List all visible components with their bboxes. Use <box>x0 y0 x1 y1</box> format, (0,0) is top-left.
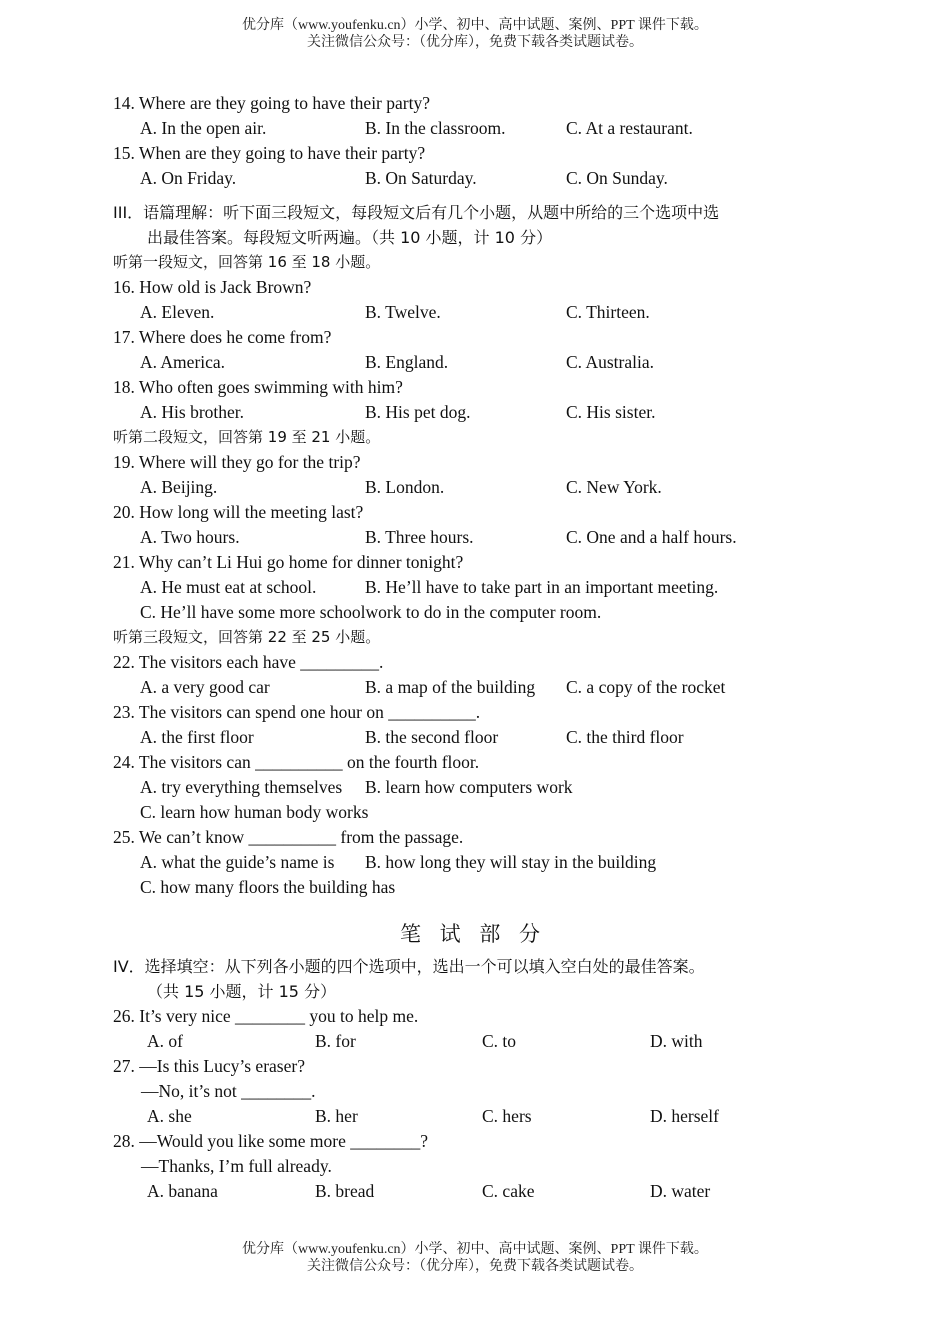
option-b: B. In the classroom. <box>365 118 506 138</box>
option-a: A. the first floor <box>140 727 254 747</box>
question-14: 14. Where are they going to have their party? <box>113 93 430 113</box>
option-c: C. New York. <box>566 477 662 497</box>
question-16-options <box>113 300 873 325</box>
question-26-options <box>113 1029 873 1054</box>
option-b: B. a map of the building <box>365 677 536 697</box>
section-4-line-2: （共 15 小题，计 15 分） <box>147 982 337 1001</box>
question-26: 26. It’s very nice ________ you to help me. <box>113 1006 419 1026</box>
option-a: A. Two hours. <box>140 527 240 547</box>
option-b: B. for <box>315 1031 356 1051</box>
question-16: 16. How old is Jack Brown? <box>113 277 312 297</box>
option-c: C. Thirteen. <box>566 302 650 322</box>
option-c: C. One and a half hours. <box>566 527 737 547</box>
question-28: 28. —Would you like some more ________? <box>113 1131 429 1151</box>
option-a: A. she <box>147 1106 192 1126</box>
question-20-options <box>113 525 873 550</box>
question-17: 17. Where does he come from? <box>113 327 332 347</box>
option-a: A. try everything themselves <box>140 777 343 797</box>
question-18: 18. Who often goes swimming with him? <box>113 377 403 397</box>
option-b: B. how long they will stay in the building <box>365 852 657 872</box>
option-c: C. Australia. <box>566 352 654 372</box>
option-b: B. He’ll have to take part in an important meeting. <box>365 577 719 597</box>
option-b: B. the second floor <box>365 727 499 747</box>
option-a: A. of <box>147 1031 183 1051</box>
header-line-2: 关注微信公众号：（优分库），免费下载各类试题试卷。 <box>307 35 643 50</box>
question-15-options <box>113 166 873 191</box>
footer-line-1: 优分库（www.youfenku.cn）小学、初中、高中试题、案例、PPT 课件下载。 <box>242 1242 708 1257</box>
question-19-options <box>113 475 873 500</box>
question-27: 27. —Is this Lucy’s eraser? <box>113 1056 305 1076</box>
option-b: B. His pet dog. <box>365 402 471 422</box>
footer-line-2: 关注微信公众号：（优分库），免费下载各类试题试卷。 <box>307 1259 643 1274</box>
option-b: B. learn how computers work <box>365 777 573 797</box>
option-b: B. On Saturday. <box>365 168 477 188</box>
question-17-options <box>113 350 873 375</box>
option-a: A. On Friday. <box>140 168 237 188</box>
option-a: A. In the open air. <box>140 118 267 138</box>
question-27-reply: —No, it’s not ________. <box>141 1081 316 1101</box>
option-a: A. Eleven. <box>140 302 215 322</box>
question-25: 25. We can’t know __________ from the passage. <box>113 827 464 847</box>
option-b: B. England. <box>365 352 449 372</box>
header-line-1: 优分库（www.youfenku.cn）小学、初中、高中试题、案例、PPT 课件下载。 <box>242 18 708 33</box>
option-c: C. On Sunday. <box>566 168 668 188</box>
question-25-options <box>113 850 873 875</box>
question-24-options <box>113 775 873 800</box>
passage-1-heading: 听第一段短文，回答第 16 至 18 小题。 <box>113 253 381 271</box>
option-b: B. her <box>315 1106 358 1126</box>
question-23-options <box>113 725 873 750</box>
option-c: C. the third floor <box>566 727 684 747</box>
question-27-options <box>113 1104 873 1129</box>
passage-2-heading: 听第二段短文，回答第 19 至 21 小题。 <box>113 428 381 446</box>
option-d: D. water <box>650 1181 711 1201</box>
exam-content <box>113 91 873 1204</box>
option-a: A. Beijing. <box>140 477 218 497</box>
option-c: C. His sister. <box>566 402 656 422</box>
option-b: B. London. <box>365 477 445 497</box>
option-a: A. a very good car <box>140 677 270 697</box>
question-24-option-c: C. learn how human body works <box>140 802 369 822</box>
question-15: 15. When are they going to have their party? <box>113 143 426 163</box>
option-a: A. America. <box>140 352 226 372</box>
option-b: B. Three hours. <box>365 527 474 547</box>
question-28-reply: —Thanks, I’m full already. <box>141 1156 332 1176</box>
page-footer <box>0 1241 950 1275</box>
section-3-instructions <box>113 200 873 250</box>
question-18-options <box>113 400 873 425</box>
option-d: D. herself <box>650 1106 720 1126</box>
section-3-line-2: 出最佳答案。每段短文听两遍。（共 10 小题，计 10 分） <box>147 228 553 247</box>
section-4-instructions <box>113 954 873 1004</box>
question-22: 22. The visitors each have _________. <box>113 652 384 672</box>
written-part-heading: 笔 试 部 分 <box>399 922 547 946</box>
question-28-options <box>113 1179 873 1204</box>
option-c: C. cake <box>482 1181 535 1201</box>
question-19: 19. Where will they go for the trip? <box>113 452 361 472</box>
section-4-line-1: IV．选择填空：从下列各小题的四个选项中，选出一个可以填入空白处的最佳答案。 <box>113 957 705 976</box>
question-21-options <box>113 575 873 600</box>
question-21: 21. Why can’t Li Hui go home for dinner tonight? <box>113 552 464 572</box>
question-22-options <box>113 675 873 700</box>
option-c: C. a copy of the rocket <box>566 677 726 697</box>
option-d: D. with <box>650 1031 703 1051</box>
page-header <box>0 17 950 51</box>
question-21-option-c: C. He’ll have some more schoolwork to do in the computer room. <box>140 602 602 622</box>
section-3-line-1: III．语篇理解：听下面三段短文，每段短文后有几个小题，从题中所给的三个选项中选 <box>113 203 720 222</box>
option-a: A. He must eat at school. <box>140 577 317 597</box>
option-c: C. hers <box>482 1106 532 1126</box>
question-23: 23. The visitors can spend one hour on __________. <box>113 702 481 722</box>
question-14-options <box>113 116 873 141</box>
question-20: 20. How long will the meeting last? <box>113 502 364 522</box>
question-25-option-c: C. how many floors the building has <box>140 877 396 897</box>
option-a: A. His brother. <box>140 402 245 422</box>
option-b: B. bread <box>315 1181 375 1201</box>
passage-3-heading: 听第三段短文，回答第 22 至 25 小题。 <box>113 628 381 646</box>
option-b: B. Twelve. <box>365 302 441 322</box>
option-c: C. At a restaurant. <box>566 118 693 138</box>
option-a: A. what the guide’s name is <box>140 852 335 872</box>
option-a: A. banana <box>147 1181 218 1201</box>
option-c: C. to <box>482 1031 517 1051</box>
question-24: 24. The visitors can __________ on the fourth floor. <box>113 752 480 772</box>
